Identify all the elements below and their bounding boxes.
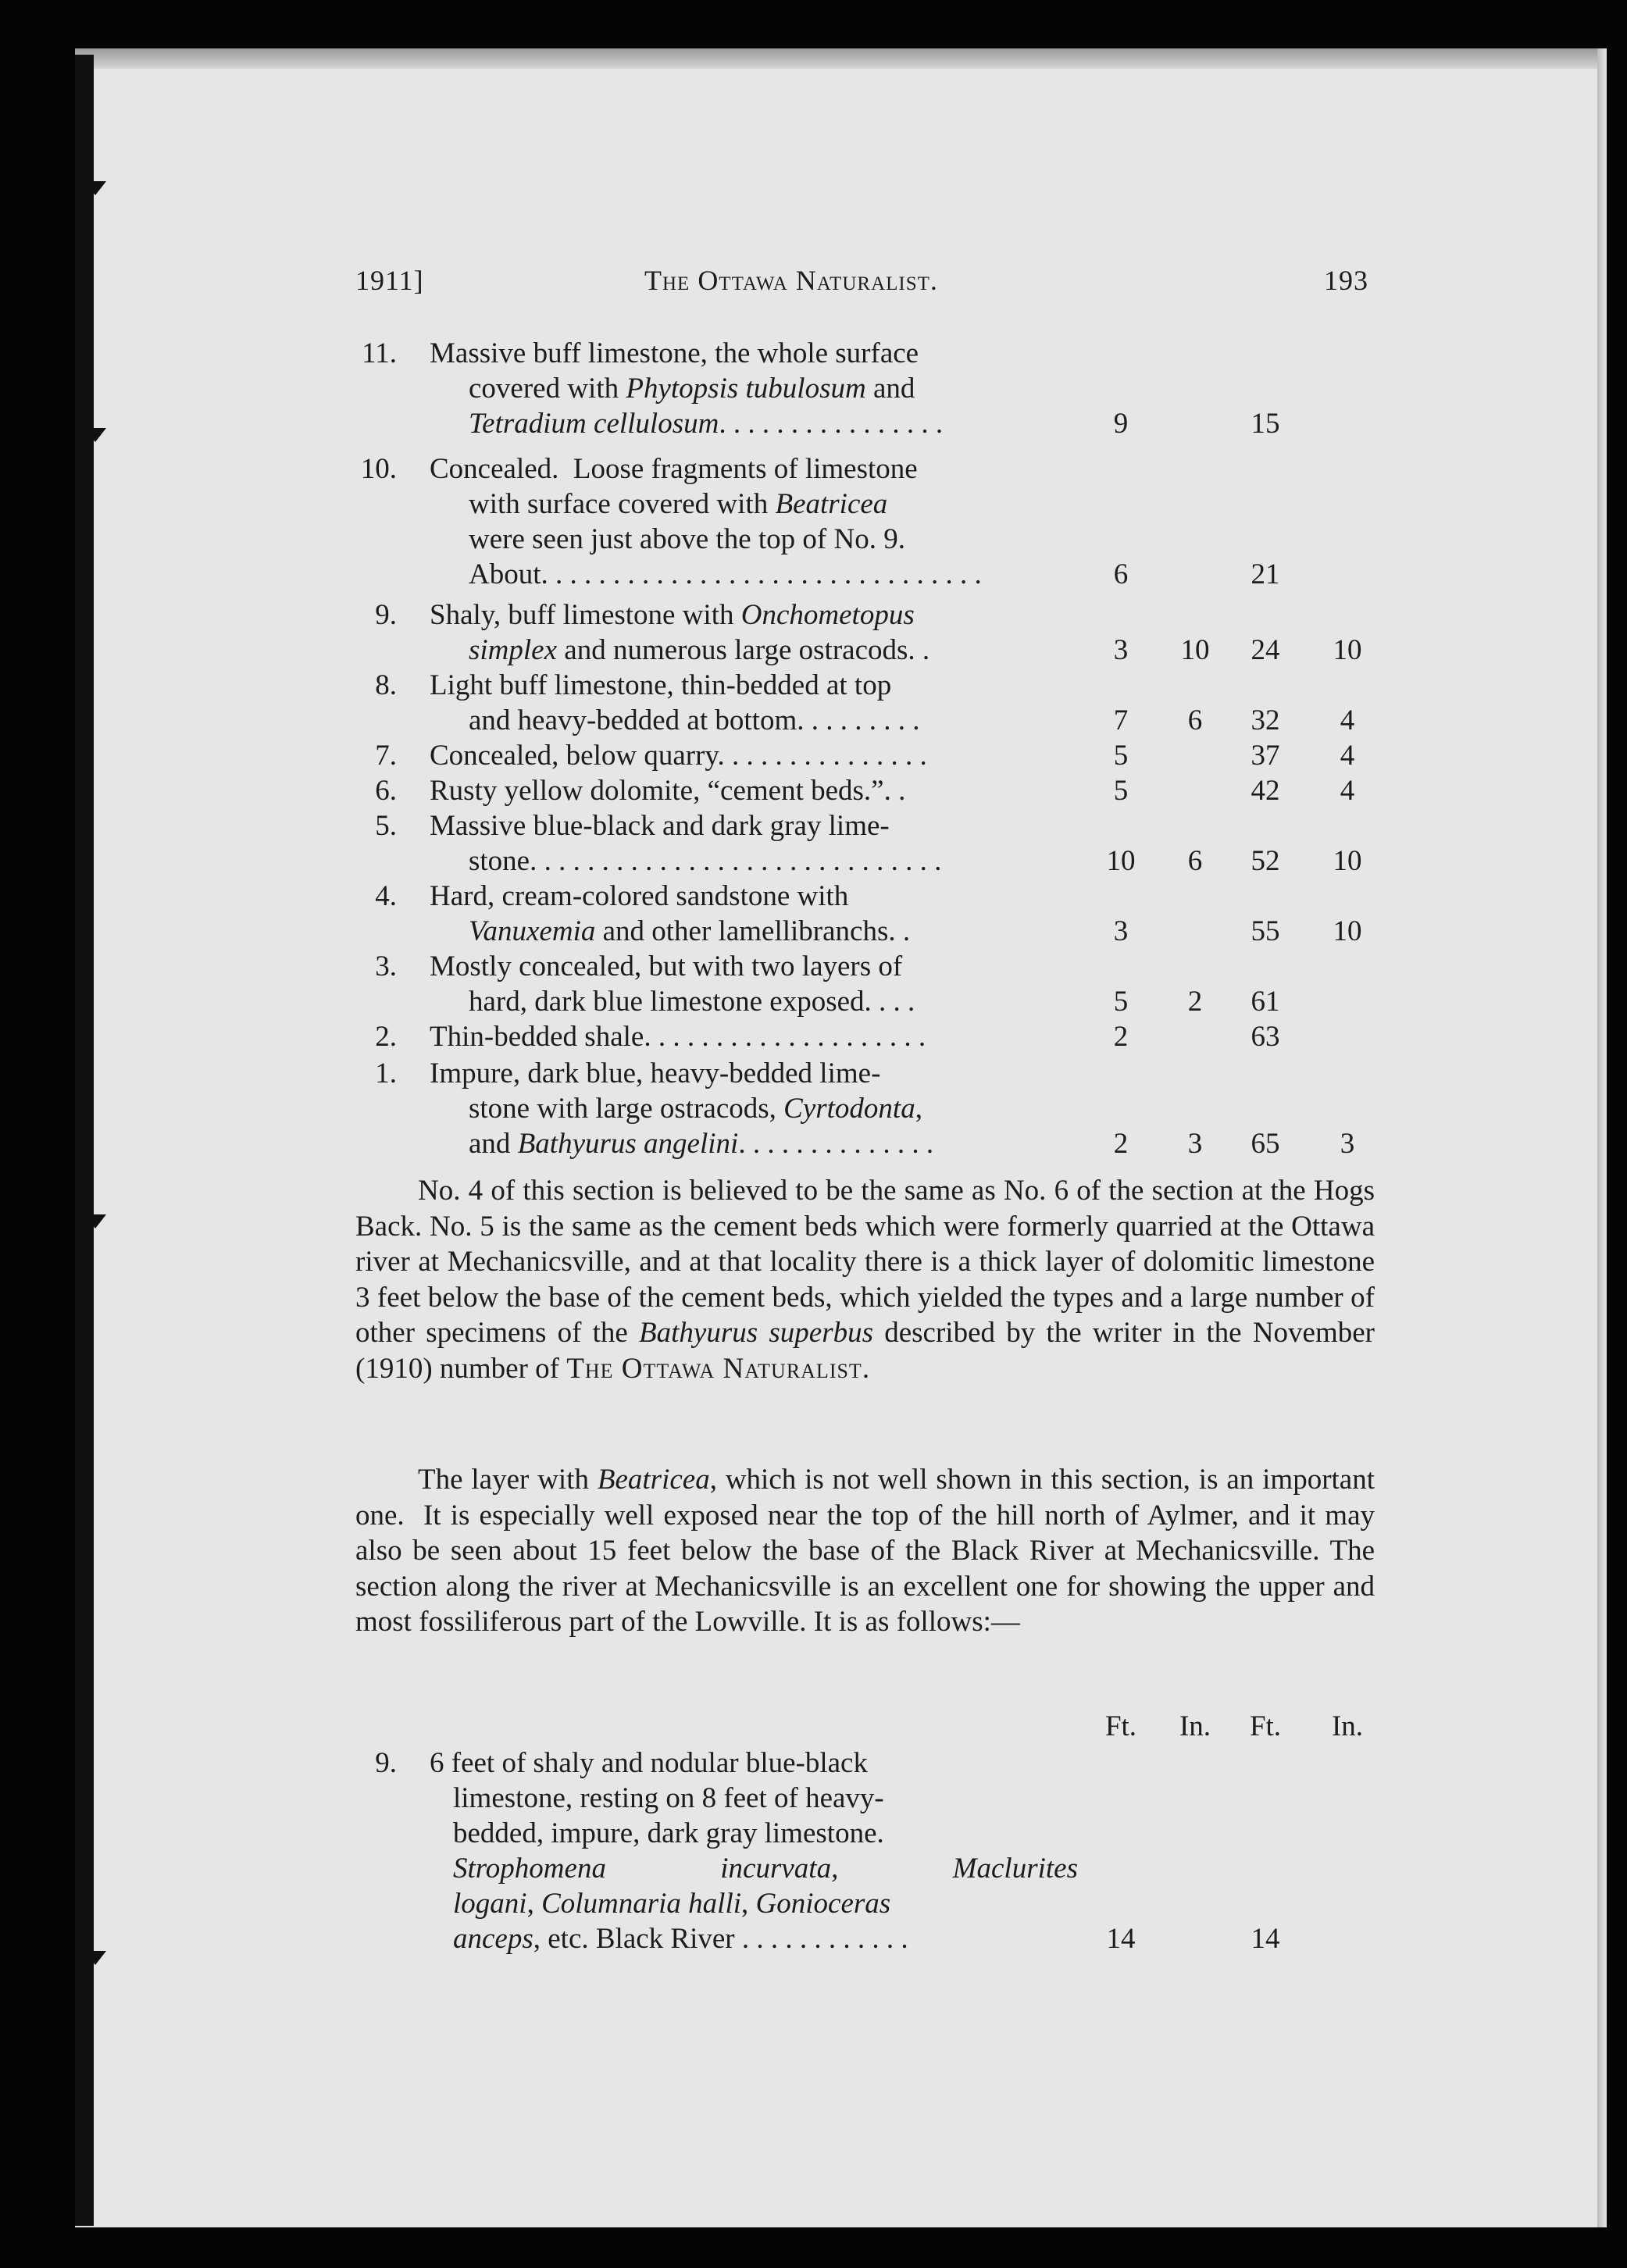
cumulative-ft: 15 [1251,408,1280,440]
layer-description: and heavy-bedded at bottom. . . . . . . . . [469,704,920,736]
page-top-edge [75,48,1606,69]
layer-number: 7. [375,740,397,772]
layer-description: logani, Columnaria halli, Gonioceras [453,1888,891,1920]
layer-description: Massive blue-black and dark gray lime- [430,810,890,842]
cumulative-ft: 21 [1251,558,1280,590]
cumulative-ft: 37 [1251,740,1280,772]
layer-description: Hard, cream-colored sandstone with [430,880,849,912]
page-right-edge [1597,48,1607,2227]
thickness-ft: 14 [1106,1923,1136,1955]
layer-description: Thin-bedded shale. . . . . . . . . . . . . . . . . . . . [430,1021,926,1053]
cumulative-in: 4 [1340,704,1355,736]
cumulative-ft: 61 [1251,986,1280,1018]
cumulative-ft: 24 [1251,634,1280,666]
spine-notch [84,1951,106,1965]
layer-description: stone with large ostracods, Cyrtodonta, [469,1093,922,1125]
layer-number: 6. [375,775,397,807]
layer-description: covered with Phytopsis tubulosum and [469,373,915,405]
cumulative-ft: 14 [1251,1923,1280,1955]
layer-number: 10. [360,453,397,485]
layer-description: Strophomena incurvata, Maclurites [453,1853,1078,1885]
thickness-ft: 10 [1106,845,1136,877]
layer-description: Concealed. Loose fragments of limestone [430,453,918,485]
layer-number: 3. [375,950,397,982]
thickness-in: 10 [1180,634,1210,666]
layer-description: bedded, impure, dark gray limestone. [453,1817,884,1849]
body-paragraph: No. 4 of this section is believed to be the same as No. 6 of the section at the Hogs Back. No. 5 is the same as the cement beds which were formerly quarried at the Ottawa river at Mechanicsville, and at that locality there is a thick layer of dolomitic limestone 3 feet below the base of the cement beds, which yielded the types and a large number of other specimens of the Bathyurus superbus described by the writer in the November (1910) number of The Ottawa Naturalist. [355,1175,1375,1385]
cumulative-in: 3 [1340,1128,1355,1160]
layer-description: hard, dark blue limestone exposed. . . . [469,986,915,1018]
spine-notch [84,181,106,195]
thickness-ft: 5 [1113,986,1129,1018]
layer-description: Concealed, below quarry. . . . . . . . . . . . . . . [430,740,927,772]
column-header-cum-in: In. [1331,1710,1364,1742]
cumulative-ft: 55 [1251,915,1280,947]
layer-number: 2. [375,1021,397,1053]
cumulative-ft: 32 [1251,704,1280,736]
layer-description: were seen just above the top of No. 9. [469,523,905,555]
layer-description: Massive buff limestone, the whole surface [430,337,919,369]
layer-description: and Bathyurus angelini. . . . . . . . . . . . . . [469,1128,934,1160]
layer-description: About. . . . . . . . . . . . . . . . . . . . . . . . . . . . . . . [469,558,982,590]
cumulative-in: 10 [1333,845,1362,877]
layer-description: with surface covered with Beatricea [469,488,888,520]
layer-number: 9. [375,1747,397,1779]
thickness-in: 3 [1187,1128,1203,1160]
spine-notch [84,1214,106,1228]
cumulative-ft: 65 [1251,1128,1280,1160]
cumulative-in: 10 [1333,634,1362,666]
page-number: 193 [1324,265,1368,296]
thickness-in: 2 [1187,986,1203,1018]
thickness-ft: 3 [1113,915,1129,947]
thickness-ft: 5 [1113,775,1129,807]
layer-number: 4. [375,880,397,912]
thickness-ft: 2 [1113,1128,1129,1160]
spine-notch [84,428,106,442]
thickness-ft: 6 [1113,558,1129,590]
body-paragraph: The layer with Beatricea, which is not well shown in this section, is an important one. It is especially well exposed near the top of the hill north of Aylmer, and it may also be seen about 15 feet below the base of the Black River at Mechanicsville. The section along the river at Mechanicsville is an excellent one for showing the upper and most fossiliferous part of the Lowville. It is as follows:— [355,1464,1375,1638]
thickness-ft: 2 [1113,1021,1129,1053]
thickness-in: 6 [1187,704,1203,736]
cumulative-ft: 52 [1251,845,1280,877]
running-head-title: The Ottawa Naturalist. [644,265,938,296]
thickness-ft: 9 [1113,408,1129,440]
cumulative-in: 4 [1340,775,1355,807]
thickness-ft: 5 [1113,740,1129,772]
layer-description: Vanuxemia and other lamellibranchs. . [469,915,911,947]
layer-number: 8. [375,669,397,701]
thickness-ft: 3 [1113,634,1129,666]
layer-number: 1. [375,1057,397,1089]
layer-description: Rusty yellow dolomite, “cement beds.”. . [430,775,906,807]
layer-description: 6 feet of shaly and nodular blue-black [430,1747,868,1779]
layer-description: Light buff limestone, thin-bedded at top [430,669,892,701]
layer-number: 11. [362,337,397,369]
column-header-cum-ft: Ft. [1249,1710,1282,1742]
layer-description: Tetradium cellulosum. . . . . . . . . . . . . . . . [469,408,944,440]
cumulative-in: 10 [1333,915,1362,947]
column-header-in: In. [1179,1710,1211,1742]
cumulative-in: 4 [1340,740,1355,772]
cumulative-ft: 63 [1251,1021,1280,1053]
running-head-year: 1911] [355,265,424,296]
layer-description: Mostly concealed, but with two layers of [430,950,903,982]
layer-description: stone. . . . . . . . . . . . . . . . . . . . . . . . . . . . . [469,845,942,877]
layer-description: simplex and numerous large ostracods. . [469,634,930,666]
thickness-ft: 7 [1113,704,1129,736]
layer-description: Shaly, buff limestone with Onchometopus [430,599,915,631]
layer-description: Impure, dark blue, heavy-bedded lime- [430,1057,881,1089]
layer-number: 5. [375,810,397,842]
layer-number: 9. [375,599,397,631]
layer-description: limestone, resting on 8 feet of heavy- [453,1782,884,1814]
binding-spine [75,55,94,2226]
layer-description: anceps, etc. Black River . . . . . . . . . . . . [453,1923,908,1955]
column-header-ft: Ft. [1104,1710,1137,1742]
thickness-in: 6 [1187,845,1203,877]
cumulative-ft: 42 [1251,775,1280,807]
